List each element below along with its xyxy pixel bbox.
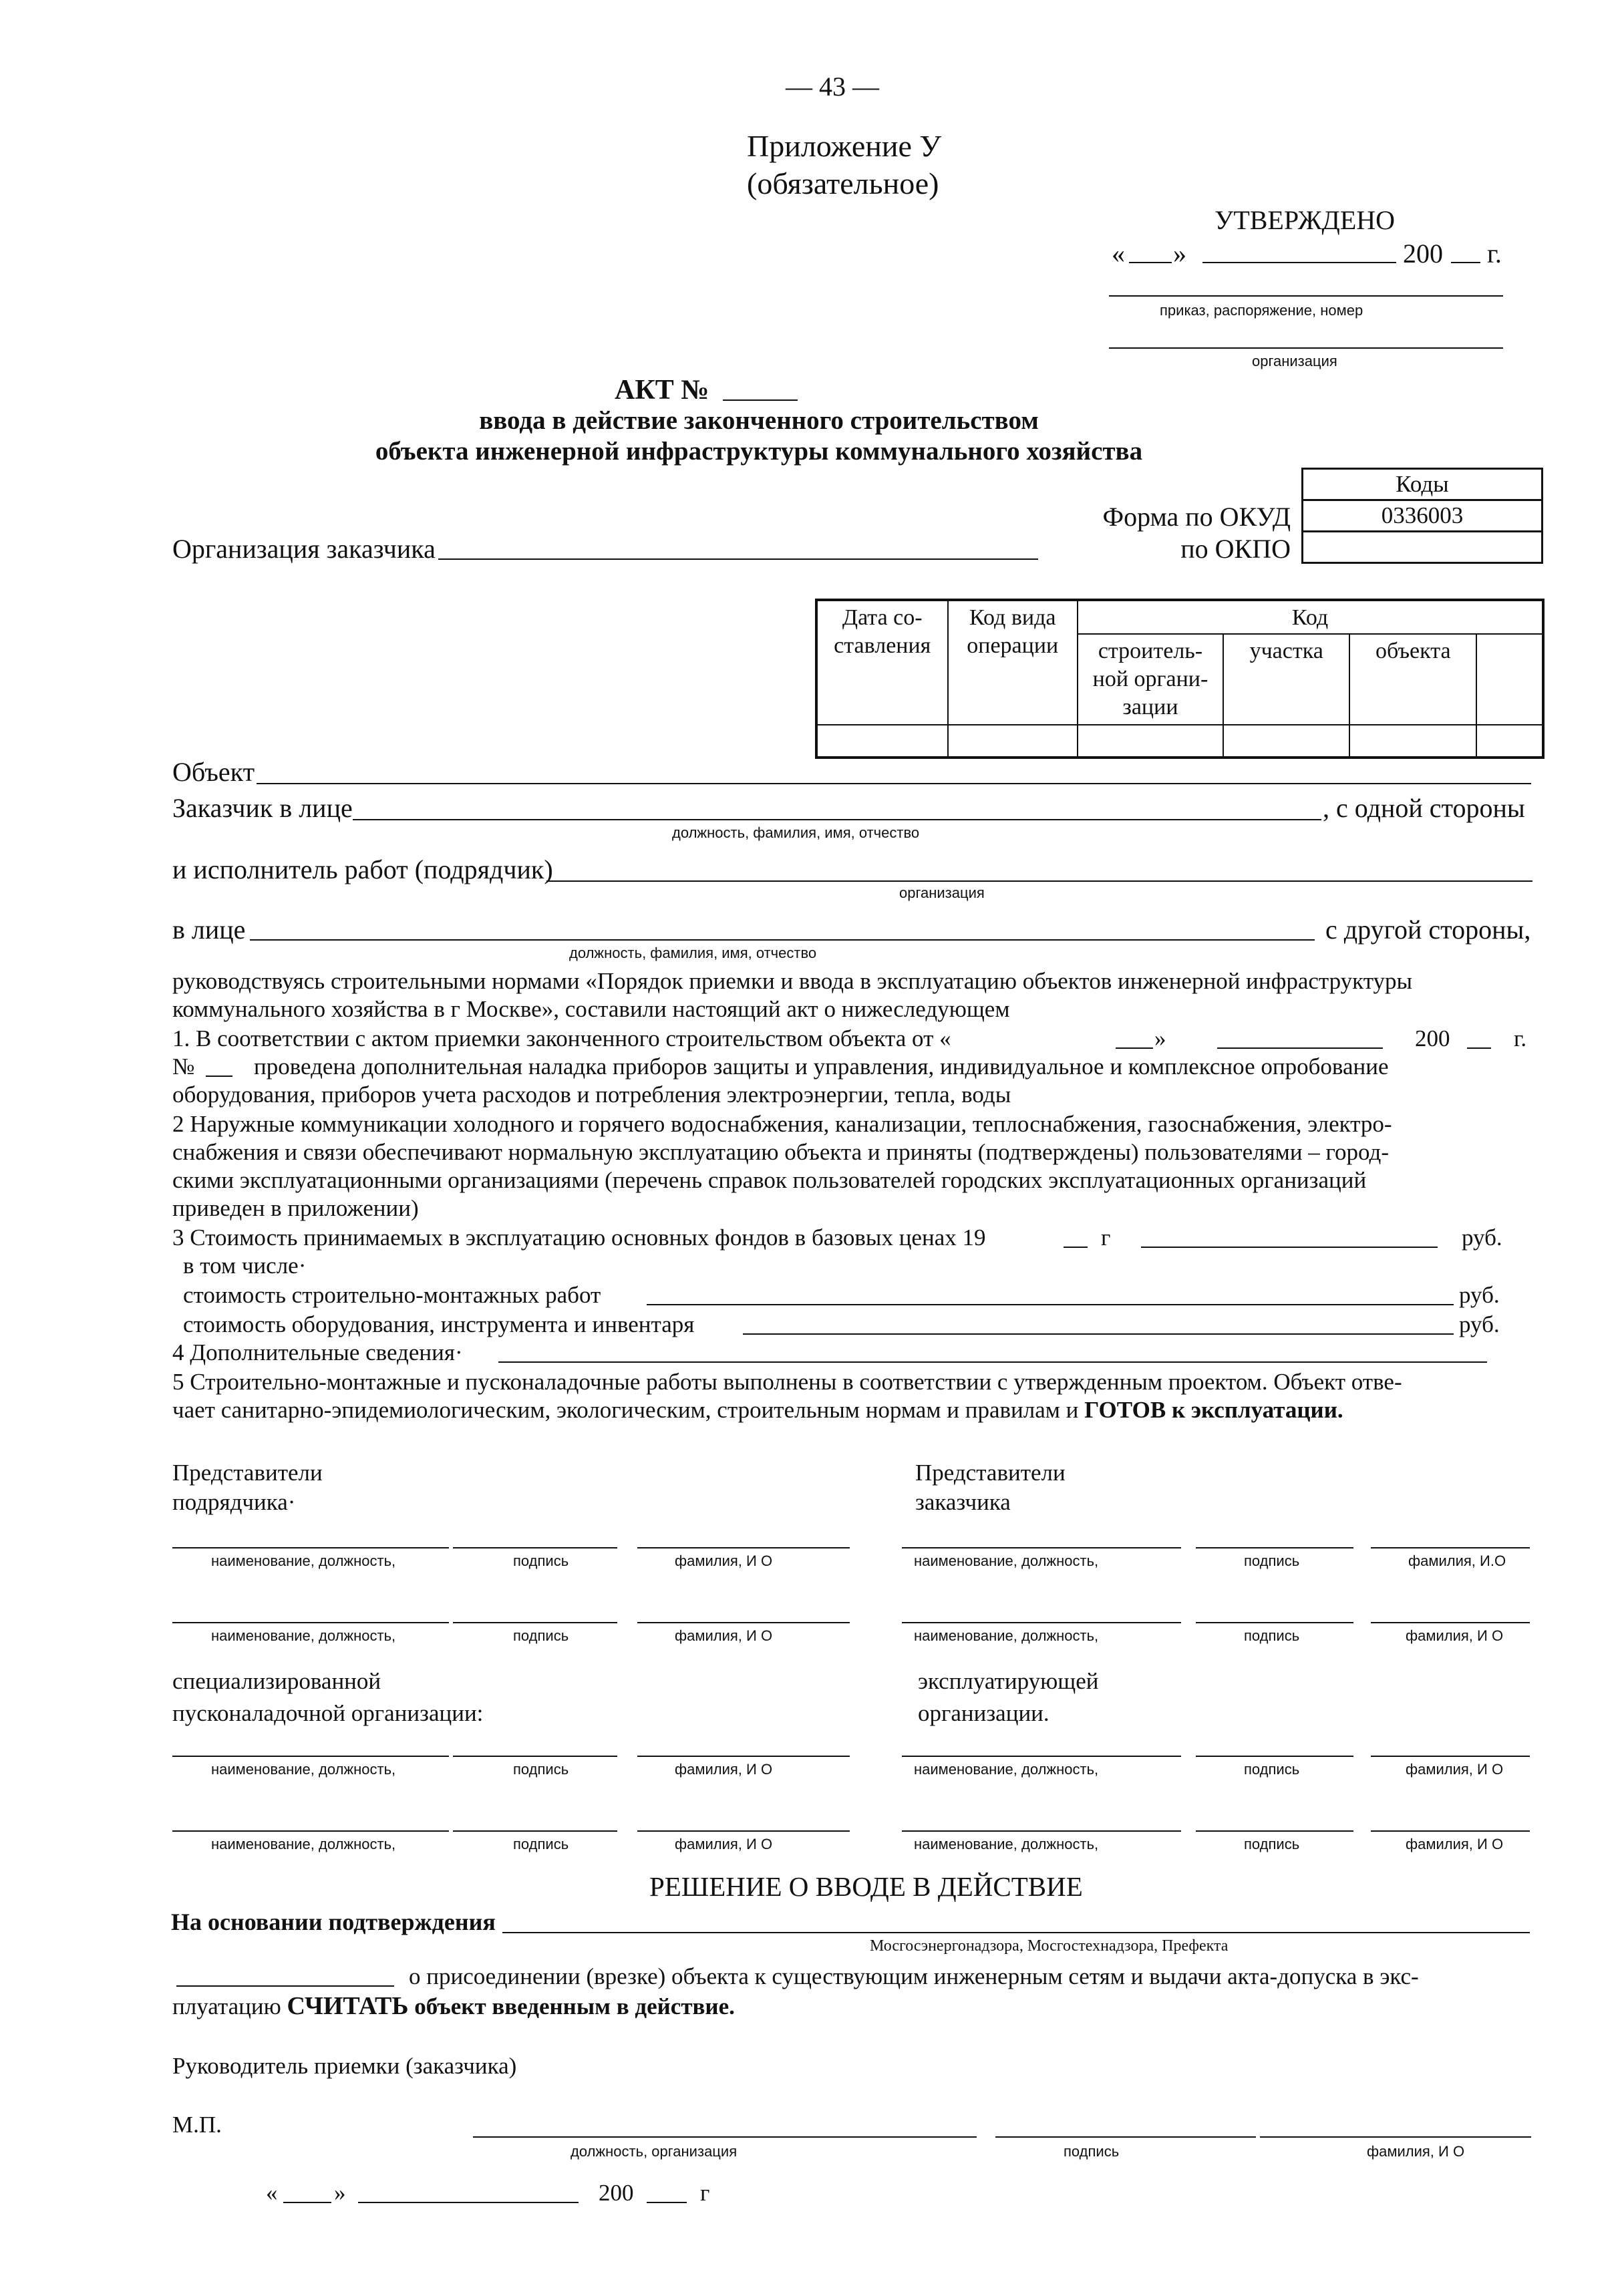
customer-person-caption: должность, фамилия, имя, отчество bbox=[672, 824, 920, 841]
sig-right-sign-caption: подпись bbox=[1244, 1761, 1300, 1778]
p1-g: г. bbox=[1514, 1025, 1527, 1051]
okpo-label: по ОКПО bbox=[1180, 534, 1291, 564]
decision-text-2b: СЧИТАТЬ bbox=[287, 1992, 409, 2020]
decision-date-open: « bbox=[266, 2180, 278, 2206]
approval-year-suffix: г. bbox=[1487, 238, 1502, 269]
sig-left-name-caption: наименование, должность, bbox=[211, 1627, 396, 1644]
head-fio-caption: фамилия, И О bbox=[1367, 2143, 1465, 2160]
sig-right-fio-line[interactable] bbox=[1371, 1547, 1530, 1548]
head-sign-caption: подпись bbox=[1064, 2143, 1120, 2160]
p4-label: 4 Дополнительные сведения· bbox=[172, 1339, 463, 1365]
approval-year-line bbox=[1451, 262, 1480, 263]
head-position-line[interactable] bbox=[473, 2136, 977, 2138]
sig-left-sign-line[interactable] bbox=[453, 1830, 617, 1832]
sig-right-sign-line[interactable] bbox=[1196, 1622, 1353, 1623]
operations-table bbox=[815, 599, 1545, 759]
decision-basis-label: На основании подтверждения bbox=[171, 1909, 496, 1935]
operating-org-2: организации. bbox=[918, 1700, 1049, 1726]
sub-builder-header: строитель-ной органи-зации bbox=[1078, 634, 1223, 725]
sig-left-sign-caption: подпись bbox=[513, 1552, 569, 1569]
approval-month-line bbox=[1202, 262, 1396, 263]
sig-left-sign-line[interactable] bbox=[453, 1622, 617, 1623]
decision-text-2c: объект введенным в действие. bbox=[414, 1993, 735, 2019]
p5-ready: ГОТОВ к эксплуатации. bbox=[1084, 1397, 1343, 1423]
p2-line-1: 2 Наружные коммуникации холодного и горячего водоснабжения, канализации, теплоснабжения, газоснабжения, электро- bbox=[172, 1111, 1392, 1137]
decision-basis-line[interactable] bbox=[502, 1932, 1530, 1933]
decision-basis-caption: Мосгосэнергонадзора, Мосгостехнадзора, Префекта bbox=[870, 1937, 1229, 1955]
approval-org-line bbox=[1109, 347, 1503, 349]
sig-right-name-line[interactable] bbox=[902, 1756, 1181, 1757]
sig-left-fio-line[interactable] bbox=[637, 1756, 850, 1757]
approval-date-open: « bbox=[1112, 238, 1125, 269]
col-code-header: Код bbox=[1078, 600, 1543, 634]
sig-left-fio-caption: фамилия, И О bbox=[675, 1761, 773, 1778]
contractor-reps-1: Представители bbox=[172, 1460, 323, 1486]
p1-text-b: » bbox=[1154, 1025, 1166, 1051]
p1-text-d: оборудования, приборов учета расходов и потребления электроэнергии, тепла, воды bbox=[172, 1082, 1011, 1108]
p3-including: в том числе· bbox=[183, 1253, 307, 1279]
p2-line-2: снабжения и связи обеспечивают нормальную эксплуатацию объекта и приняты (подтверждены) пользователями – город- bbox=[172, 1139, 1389, 1165]
special-org-1: специализированной bbox=[172, 1668, 381, 1694]
in-person-label: в лице bbox=[172, 915, 246, 945]
p3-total-line[interactable] bbox=[1141, 1247, 1438, 1248]
sig-left-fio-caption: фамилия, И О bbox=[675, 1627, 773, 1644]
contractor-line[interactable] bbox=[546, 880, 1532, 882]
p3-year-line[interactable] bbox=[1064, 1247, 1088, 1248]
cell-builder[interactable] bbox=[1078, 725, 1223, 758]
object-label: Объект bbox=[172, 757, 255, 787]
p3-rub-2: руб. bbox=[1459, 1282, 1500, 1308]
customer-reps-2: заказчика bbox=[915, 1489, 1011, 1515]
decision-year: 200 bbox=[599, 2180, 634, 2206]
customer-person-line[interactable] bbox=[353, 819, 1321, 820]
sig-right-fio-line[interactable] bbox=[1371, 1756, 1530, 1757]
p3-equip-line[interactable] bbox=[743, 1333, 1454, 1335]
p5-line-2-text: чает санитарно-эпидемиологическим, экологическим, строительным нормам и правилам и bbox=[172, 1397, 1079, 1423]
customer-org-label: Организация заказчика bbox=[172, 534, 436, 564]
sig-left-sign-caption: подпись bbox=[513, 1761, 569, 1778]
sig-right-name-line[interactable] bbox=[902, 1830, 1181, 1832]
sig-right-sign-line[interactable] bbox=[1196, 1830, 1353, 1832]
sig-left-sign-caption: подпись bbox=[513, 1627, 569, 1644]
codes-header: Коды bbox=[1303, 469, 1543, 500]
in-person-line[interactable] bbox=[250, 939, 1315, 941]
cell-object[interactable] bbox=[1349, 725, 1476, 758]
sig-right-fio-caption: фамилия, И О bbox=[1406, 1627, 1504, 1644]
sig-left-sign-line[interactable] bbox=[453, 1756, 617, 1757]
decision-text-1: о присоединении (врезке) объекта к существующим инженерным сетям и выдачи акта-допуска в экс- bbox=[409, 1963, 1419, 1989]
decision-text-2 bbox=[172, 1992, 735, 2021]
sig-right-name-line[interactable] bbox=[902, 1547, 1181, 1548]
sig-right-sign-line[interactable] bbox=[1196, 1756, 1353, 1757]
sig-left-name-caption: наименование, должность, bbox=[211, 1836, 396, 1852]
customer-person-label: Заказчик в лице bbox=[172, 793, 353, 823]
act-title-line2: объекта инженерной инфраструктуры коммунального хозяйства bbox=[375, 437, 1143, 466]
codes-table bbox=[1301, 468, 1543, 564]
head-fio-line[interactable] bbox=[1260, 2136, 1531, 2138]
page-number: — 43 — bbox=[786, 71, 879, 102]
p5-line-1: 5 Строительно-монтажные и пусконаладочные работы выполнены в соответствии с утвержденным проектом. Объект отве- bbox=[172, 1369, 1402, 1395]
sig-right-fio-line[interactable] bbox=[1371, 1830, 1530, 1832]
in-person-caption: должность, фамилия, имя, отчество bbox=[569, 945, 817, 961]
sig-right-fio-line[interactable] bbox=[1371, 1622, 1530, 1623]
special-org-2: пусконаладочной организации: bbox=[172, 1700, 484, 1726]
p1-year: 200 bbox=[1415, 1025, 1450, 1051]
okud-label: Форма по ОКУД bbox=[1102, 502, 1291, 532]
p2-line-4: приведен в приложении) bbox=[172, 1195, 419, 1221]
operating-org-1: эксплуатирующей bbox=[918, 1668, 1099, 1694]
head-sign-line[interactable] bbox=[995, 2136, 1256, 2138]
customer-reps-1: Представители bbox=[915, 1460, 1066, 1486]
act-number-line bbox=[723, 399, 798, 401]
sig-left-name-line[interactable] bbox=[172, 1830, 449, 1832]
p4-line[interactable] bbox=[498, 1361, 1487, 1363]
okpo-value bbox=[1303, 532, 1543, 563]
p1-text-c: проведена дополнительная наладка приборов защиты и управления, индивидуальное и комплексное опробование bbox=[254, 1053, 1389, 1080]
sig-left-sign-caption: подпись bbox=[513, 1836, 569, 1852]
p1-no: № bbox=[172, 1053, 195, 1080]
appendix-title: Приложение У bbox=[747, 129, 941, 163]
stamp-label: М.П. bbox=[172, 2112, 222, 2138]
sig-left-name-line[interactable] bbox=[172, 1547, 449, 1548]
sig-right-fio-caption: фамилия, И О bbox=[1406, 1836, 1504, 1852]
decision-year-line[interactable] bbox=[647, 2202, 687, 2203]
cell-op[interactable] bbox=[948, 725, 1078, 758]
sig-left-sign-line[interactable] bbox=[453, 1547, 617, 1548]
sig-right-fio-caption: фамилия, И.О bbox=[1408, 1552, 1506, 1569]
p5-line-2 bbox=[172, 1396, 1343, 1424]
sig-right-name-caption: наименование, должность, bbox=[914, 1627, 1099, 1644]
p1-year-line[interactable] bbox=[1467, 1047, 1491, 1049]
decision-month-line[interactable] bbox=[358, 2202, 579, 2203]
okud-value: 0336003 bbox=[1303, 500, 1543, 532]
cell-date[interactable] bbox=[816, 725, 948, 758]
sig-left-name-line[interactable] bbox=[172, 1622, 449, 1623]
customer-one-side: , с одной стороны bbox=[1323, 793, 1525, 823]
p3-smr-label: стоимость строительно-монтажных работ bbox=[183, 1282, 601, 1308]
sig-left-fio-caption: фамилия, И О bbox=[675, 1552, 773, 1569]
cell-section[interactable] bbox=[1223, 725, 1349, 758]
act-title-line1: ввода в действие законченного строительством bbox=[479, 406, 1039, 435]
sig-left-fio-line[interactable] bbox=[637, 1547, 850, 1548]
sig-right-fio-caption: фамилия, И О bbox=[1406, 1761, 1504, 1778]
contractor-label: и исполнитель работ (подрядчик) bbox=[172, 854, 553, 884]
approval-date-close: » bbox=[1173, 238, 1186, 269]
sig-right-name-caption: наименование, должность, bbox=[914, 1761, 1099, 1778]
sig-left-fio-caption: фамилия, И О bbox=[675, 1836, 773, 1852]
approval-order-line bbox=[1109, 295, 1503, 297]
p3-smr-line[interactable] bbox=[647, 1304, 1454, 1305]
act-number-label: АКТ № bbox=[615, 375, 709, 405]
contractor-reps-2: подрядчика· bbox=[172, 1489, 296, 1515]
object-line[interactable] bbox=[257, 783, 1531, 784]
sig-right-sign-caption: подпись bbox=[1244, 1836, 1300, 1852]
sig-right-name-line[interactable] bbox=[902, 1622, 1181, 1623]
sig-left-fio-line[interactable] bbox=[637, 1622, 850, 1623]
p1-text-a: 1. В соответствии с актом приемки законченного строительством объекта от « bbox=[172, 1025, 951, 1051]
decision-day-line[interactable] bbox=[283, 2202, 331, 2203]
sub-extra-header bbox=[1476, 634, 1543, 725]
appendix-subtitle: (обязательное) bbox=[747, 166, 939, 200]
sub-object-header: объекта bbox=[1349, 634, 1476, 725]
sig-left-name-caption: наименование, должность, bbox=[211, 1761, 396, 1778]
approval-label: УТВЕРЖДЕНО bbox=[1215, 205, 1396, 235]
sig-left-name-caption: наименование, должность, bbox=[211, 1552, 396, 1569]
approval-day-line bbox=[1129, 262, 1172, 263]
p3-rub-3: руб. bbox=[1459, 1311, 1500, 1337]
sig-right-sign-caption: подпись bbox=[1244, 1552, 1300, 1569]
intro-line-2: коммунального хозяйства в г Москве», составили настоящий акт о нижеследующем bbox=[172, 996, 1010, 1022]
acceptance-head-label: Руководитель приемки (заказчика) bbox=[172, 2053, 517, 2079]
col-date-header: Дата со-ставления bbox=[816, 600, 948, 725]
sig-right-name-caption: наименование, должность, bbox=[914, 1552, 1099, 1569]
approval-year: 200 bbox=[1403, 238, 1443, 269]
sub-section-header: участка bbox=[1223, 634, 1349, 725]
contractor-org-caption: организация bbox=[899, 884, 985, 901]
sig-left-fio-line[interactable] bbox=[637, 1830, 850, 1832]
approval-org-caption: организация bbox=[1252, 353, 1337, 369]
p3-rub-1: руб. bbox=[1462, 1224, 1502, 1251]
approval-order-caption: приказ, распоряжение, номер bbox=[1160, 302, 1363, 319]
decision-title: РЕШЕНИЕ О ВВОДЕ В ДЕЙСТВИЕ bbox=[649, 1871, 1083, 1902]
decision-year-suffix: г bbox=[700, 2180, 710, 2206]
p1-day-line[interactable] bbox=[1116, 1047, 1153, 1049]
sig-left-name-line[interactable] bbox=[172, 1756, 449, 1757]
p2-line-3: скими эксплуатационными организациями (перечень справок пользователей городских эксплуатационных организаций bbox=[172, 1167, 1367, 1193]
p1-month-line[interactable] bbox=[1217, 1047, 1383, 1049]
p3-equip-label: стоимость оборудования, инструмента и инвентаря bbox=[183, 1311, 695, 1337]
intro-line-1: руководствуясь строительными нормами «Порядок приемки и ввода в эксплуатацию объектов инженерной инфраструктуры bbox=[172, 968, 1413, 994]
p3-line-1: 3 Стоимость принимаемых в эксплуатацию основных фондов в базовых ценах 19 bbox=[172, 1224, 986, 1251]
customer-org-line[interactable] bbox=[438, 558, 1038, 560]
decision-prefix-line[interactable] bbox=[176, 1985, 394, 1987]
col-op-header: Код вида операции bbox=[948, 600, 1078, 725]
decision-date-close: » bbox=[334, 2180, 346, 2206]
decision-text-2a: плуатацию bbox=[172, 1993, 281, 2019]
cell-extra[interactable] bbox=[1476, 725, 1543, 758]
sig-right-sign-line[interactable] bbox=[1196, 1547, 1353, 1548]
p1-no-line[interactable] bbox=[206, 1076, 232, 1077]
other-side: с другой стороны, bbox=[1325, 915, 1531, 945]
p3-g: г bbox=[1101, 1224, 1111, 1251]
sig-right-name-caption: наименование, должность, bbox=[914, 1836, 1099, 1852]
sig-right-sign-caption: подпись bbox=[1244, 1627, 1300, 1644]
head-position-caption: должность, организация bbox=[571, 2143, 738, 2160]
